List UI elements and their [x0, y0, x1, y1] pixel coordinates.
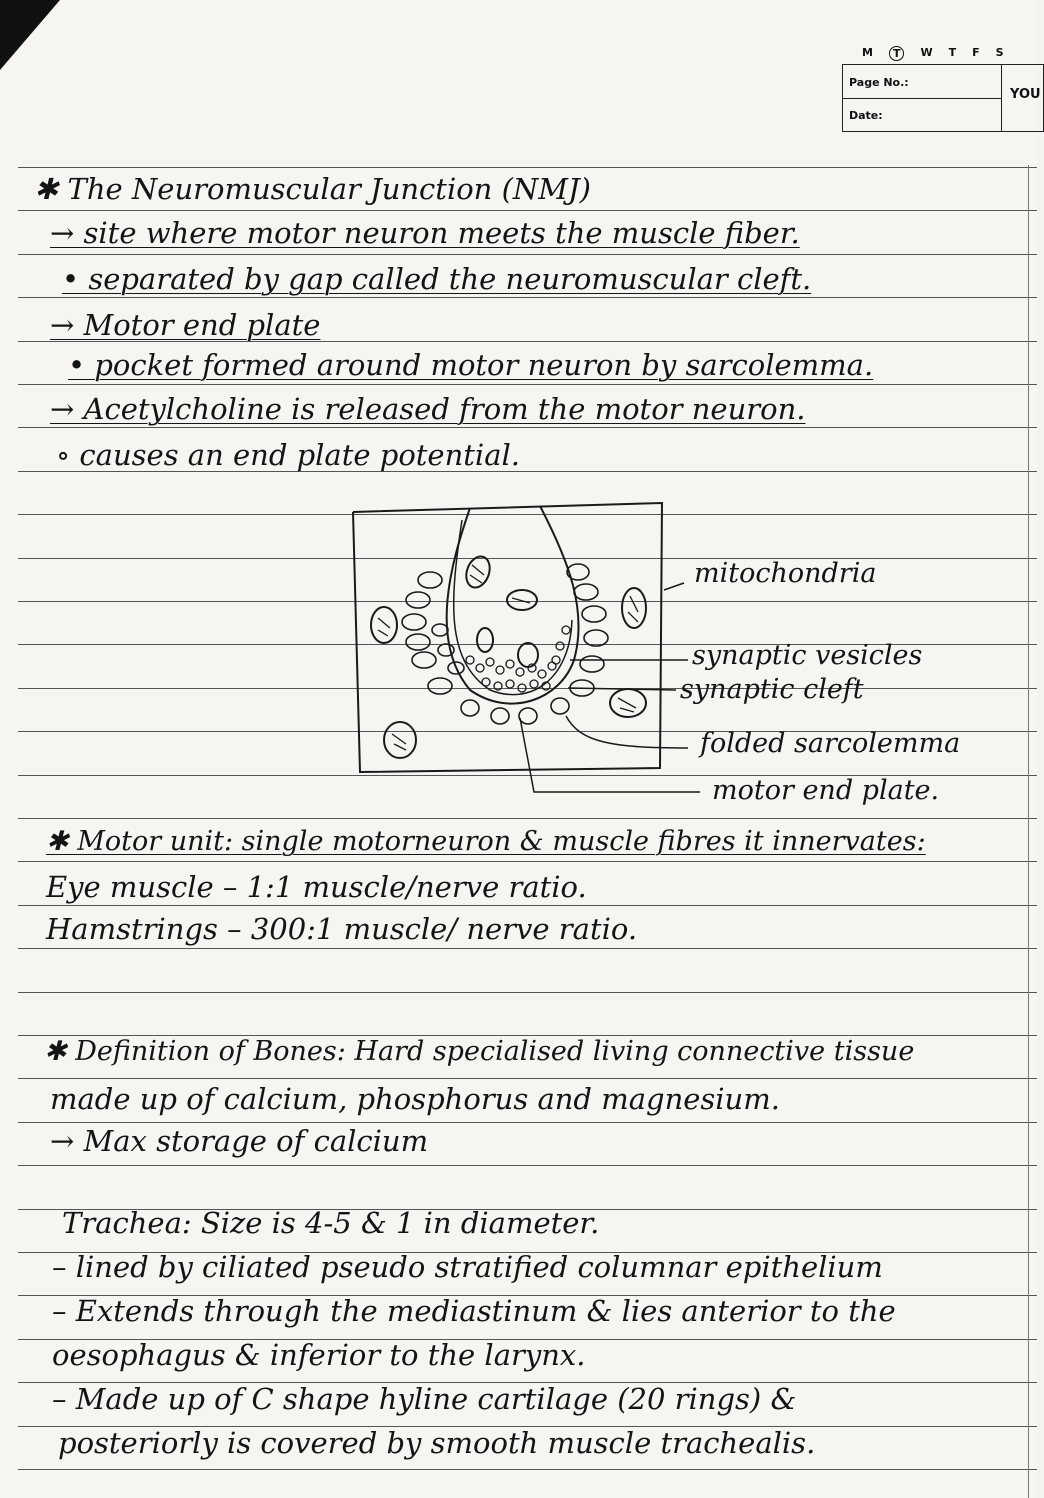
bones-line-1: made up of calcium, phosphorus and magnesium.	[50, 1082, 780, 1116]
label-synaptic-vesicles: synaptic vesicles	[692, 640, 923, 671]
motor-unit-heading: ✱ Motor unit: single motorneuron & muscle fibres it innervates:	[46, 826, 926, 857]
label-synaptic-cleft: synaptic cleft	[680, 674, 864, 705]
nmj-heading: ✱ The Neuromuscular Junction (NMJ)	[34, 172, 591, 206]
day-s: S	[995, 46, 1004, 59]
trachea-line-3: oesophagus & inferior to the larynx.	[52, 1338, 586, 1372]
trachea-line-2: – Extends through the mediastinum & lies anterior to the	[52, 1294, 896, 1328]
brand-label: YOU	[1010, 87, 1041, 102]
nmj-line-2: • separated by gap called the neuromuscular cleft.	[62, 262, 812, 296]
nmj-line-5: → Acetylcholine is released from the motor neuron.	[50, 392, 806, 426]
day-w: W	[920, 46, 933, 59]
nmj-line-4: • pocket formed around motor neuron by sarcolemma.	[68, 348, 874, 382]
day-m: M	[862, 46, 873, 59]
bones-heading: ✱ Definition of Bones: Hard specialised living connective tissue	[44, 1036, 915, 1067]
motor-neuron-terminal	[447, 506, 579, 704]
label-mitochondria: mitochondria	[694, 558, 877, 589]
trachea-heading: Trachea: Size is 4-5 & 1 in diameter.	[62, 1206, 600, 1240]
day-t: T	[948, 46, 957, 59]
page-no-label: Page No.:	[849, 76, 909, 89]
date-label: Date:	[849, 109, 883, 122]
trachea-line-1: – lined by ciliated pseudo stratified columnar epithelium	[52, 1250, 883, 1284]
mitochondria-shapes	[371, 553, 646, 758]
bones-line-2: → Max storage of calcium	[50, 1124, 429, 1158]
day-f: F	[972, 46, 980, 59]
nmj-line-6: ∘ causes an end plate potential.	[56, 438, 520, 472]
day-t-circled: T	[889, 46, 905, 61]
label-motor-end-plate: motor end plate.	[712, 775, 940, 806]
eye-muscle-line: Eye muscle – 1:1 muscle/nerve ratio.	[46, 870, 587, 904]
diagram-frame	[353, 503, 662, 772]
trachea-line-4: – Made up of C shape hyline cartilage (20 rings) &	[52, 1382, 797, 1416]
label-folded-sarcolemma: folded sarcolemma	[700, 728, 961, 759]
leader-lines	[520, 583, 700, 792]
hamstrings-line: Hamstrings – 300:1 muscle/ nerve ratio.	[46, 912, 638, 946]
trachea-line-5: posteriorly is covered by smooth muscle trachealis.	[58, 1426, 816, 1460]
nmj-line-1: → site where motor neuron meets the muscle fiber.	[50, 216, 800, 250]
nmj-line-3: → Motor end plate	[50, 308, 321, 342]
